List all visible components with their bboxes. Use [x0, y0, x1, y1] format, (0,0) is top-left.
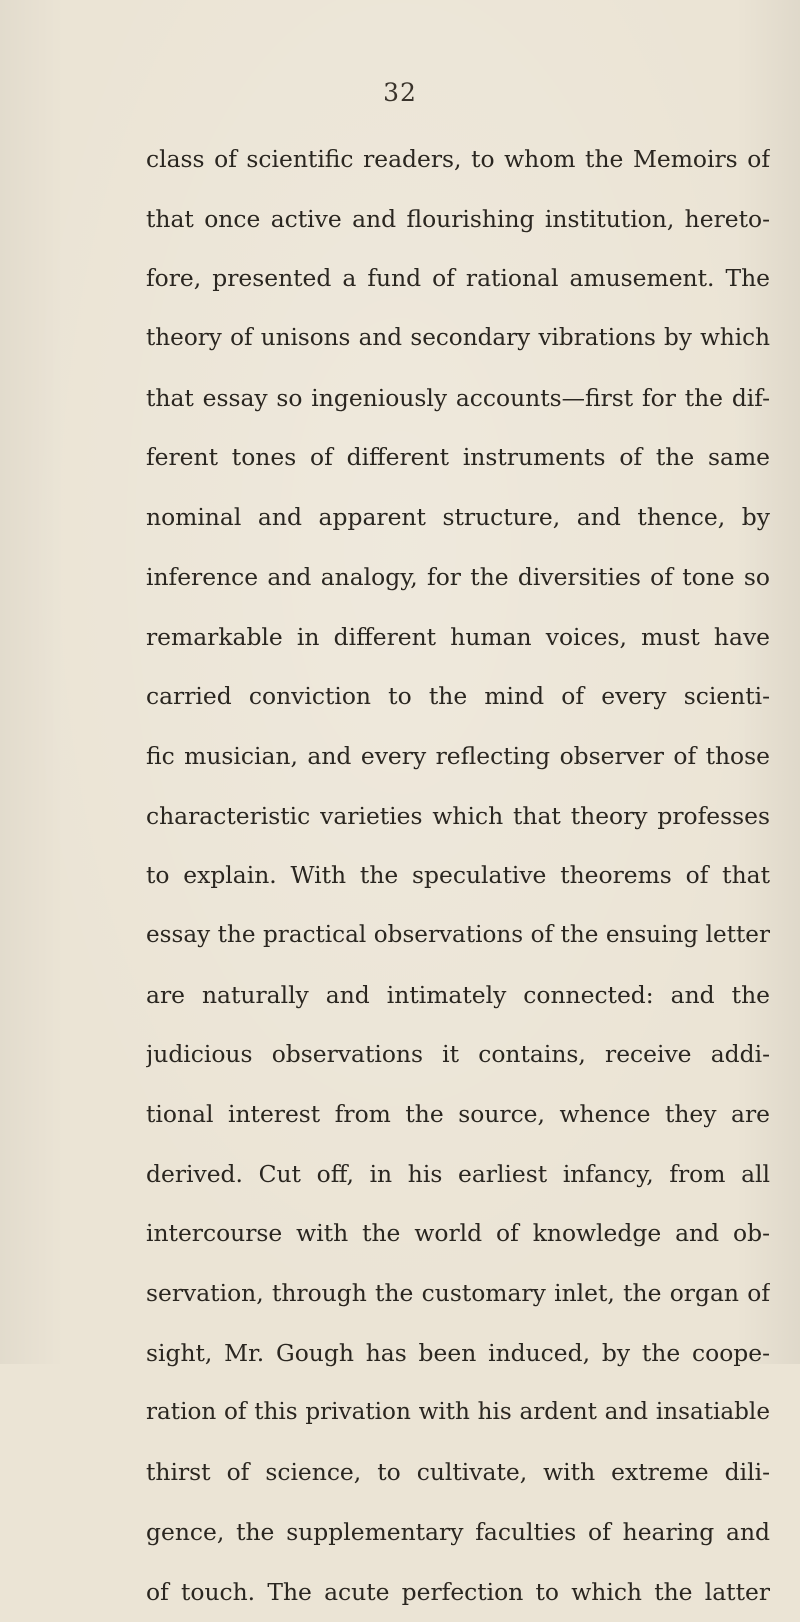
text-line: ferent tones of different instruments of the same: [146, 428, 770, 488]
text-line: class of scientific readers, to whom the Memoirs of: [146, 130, 770, 190]
text-line: to explain. With the speculative theorems of that: [146, 846, 770, 906]
text-line: judicious observations it contains, receive addi-: [146, 1025, 770, 1085]
text-line: that essay so ingeniously accounts—first for the dif-: [146, 369, 770, 429]
body-text: [146, 130, 770, 1622]
text-line: fore, presented a fund of rational amusement. The: [146, 249, 770, 309]
text-line: are naturally and intimately connected: and the: [146, 966, 770, 1026]
text-line: characteristic varieties which that theory professes: [146, 787, 770, 847]
text-line: thirst of science, to cultivate, with extreme dili-: [146, 1443, 770, 1503]
text-line: fic musician, and every reflecting observer of those: [146, 727, 770, 787]
text-line: theory of unisons and secondary vibrations by which: [146, 309, 770, 369]
text-line: ration of this privation with his ardent and insatiable: [146, 1383, 770, 1443]
text-line: carried conviction to the mind of every scienti-: [146, 667, 770, 727]
text-line: tional interest from the source, whence they are: [146, 1085, 770, 1145]
text-line: gence, the supplementary faculties of hearing and: [146, 1503, 770, 1563]
text-line: of touch. The acute perfection to which the latter: [146, 1563, 770, 1622]
text-line: remarkable in different human voices, must have: [146, 608, 770, 668]
text-line: sight, Mr. Gough has been induced, by the coope-: [146, 1324, 770, 1384]
text-line: derived. Cut off, in his earliest infancy, from all: [146, 1145, 770, 1205]
page-number: 32: [0, 78, 800, 107]
text-line: servation, through the customary inlet, the organ of: [146, 1264, 770, 1324]
text-line: nominal and apparent structure, and thence, by: [146, 488, 770, 548]
text-line: intercourse with the world of knowledge and ob-: [146, 1204, 770, 1264]
text-line: essay the practical observations of the ensuing letter: [146, 906, 770, 966]
text-line: that once active and flourishing institution, hereto-: [146, 190, 770, 250]
text-line: inference and analogy, for the diversities of tone so: [146, 548, 770, 608]
